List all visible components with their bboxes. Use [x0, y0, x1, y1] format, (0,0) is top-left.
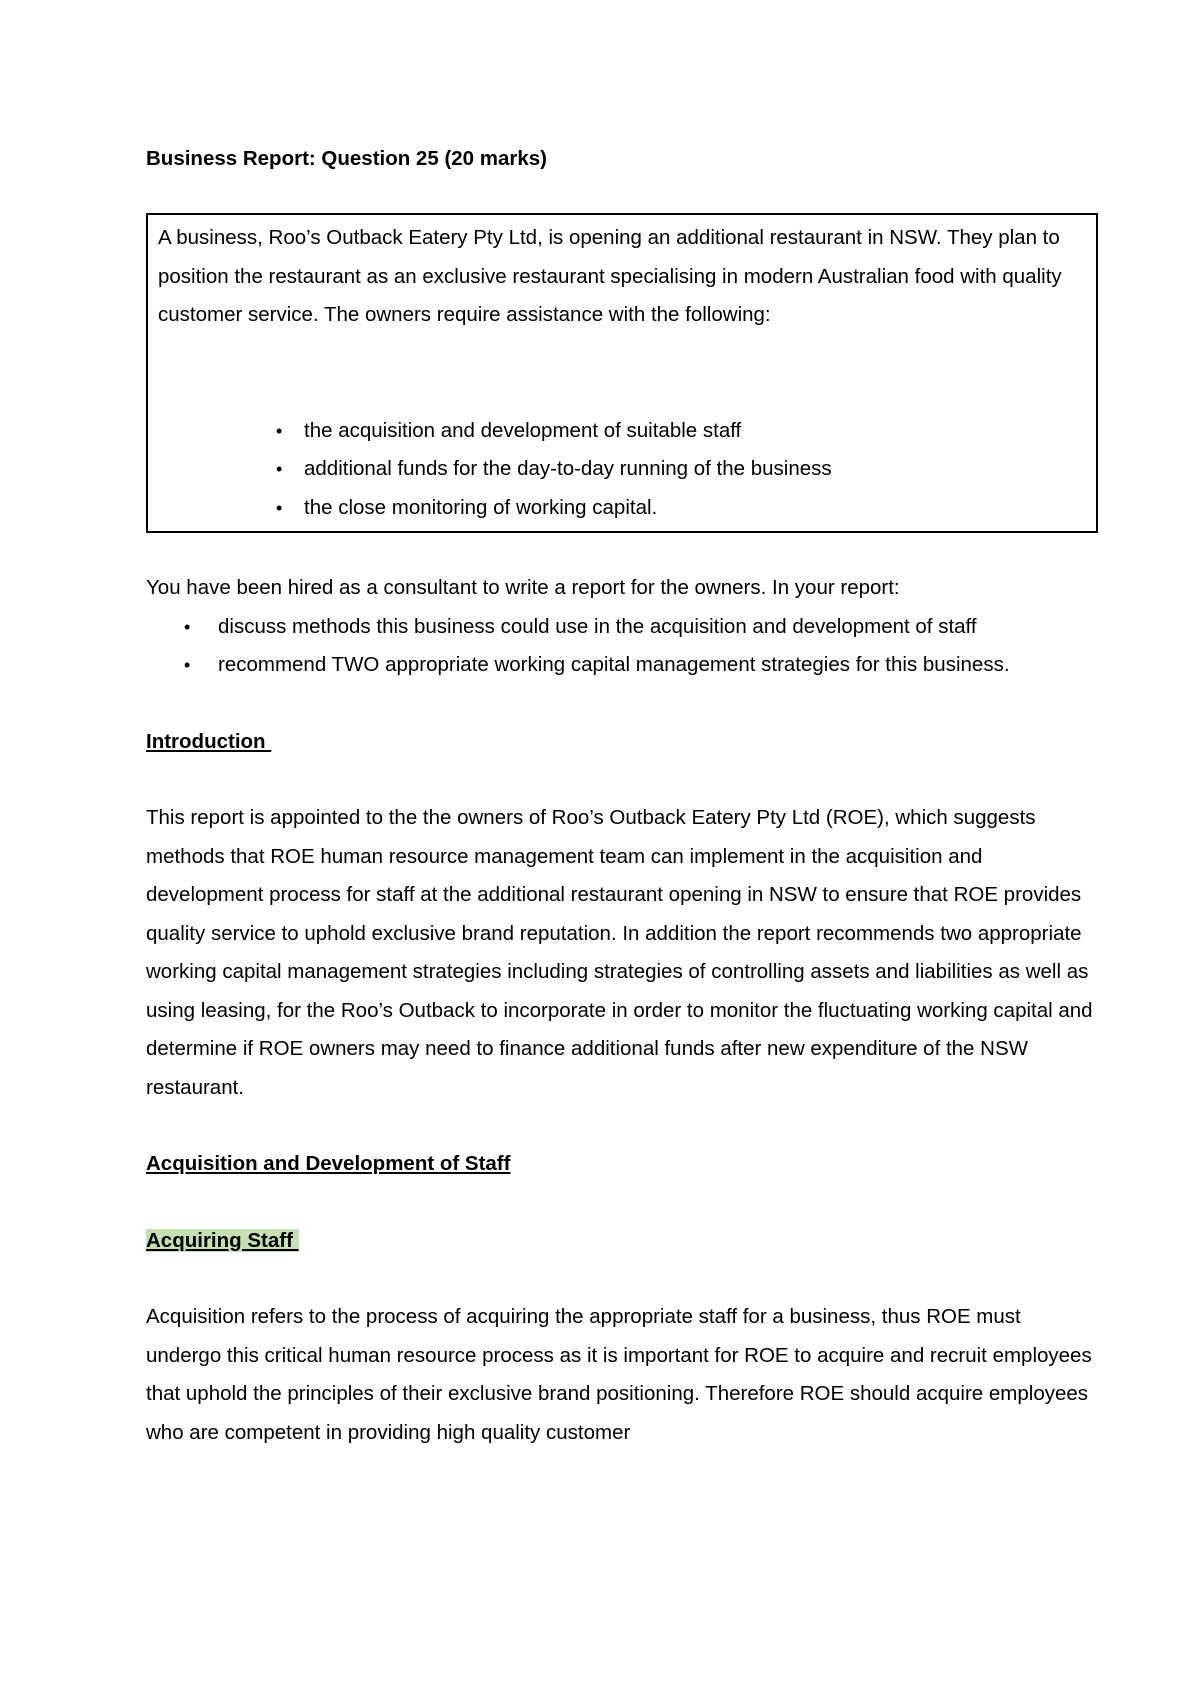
list-item: • the acquisition and development of suitable staff [158, 412, 1086, 451]
task-list [146, 608, 1100, 685]
acquisition-development-heading: Acquisition and Development of Staff [146, 1152, 511, 1175]
introduction-body: This report is appointed to the the owners of Roo’s Outback Eatery Pty Ltd (ROE), which suggests methods that ROE human resource management team can implement in the acquisition and development process for staff at the additional restaurant opening in NSW to ensure that ROE provides quality service to uphold exclusive brand reputation. In addition the report recommends two appropriate working capital management strategies including strategies of controlling assets and liabilities as well as using leasing, for the Roo’s Outback to incorporate in order to monitor the fluctuating working capital and determine if ROE owners may need to finance additional funds after new expenditure of the NSW restaurant. [146, 806, 1093, 1099]
list-item: • the close monitoring of working capital. [158, 489, 1086, 528]
question-intro: A business, Roo’s Outback Eatery Pty Ltd, is opening an additional restaurant in NSW. They plan to position the restaurant as an exclusive restaurant specialising in modern Australian food with quality customer service. The owners require assistance with the following: [158, 226, 1062, 326]
question-box [146, 213, 1098, 533]
bullet-icon: • [276, 459, 283, 479]
acquiring-staff-body: Acquisition refers to the process of acquiring the appropriate staff for a business, thus ROE must undergo this critical human resource process as it is important for ROE to acquire and recruit employees that uphold the principles of their exclusive brand positioning. Therefore ROE should acquire employees who are competent in providing high quality customer [146, 1305, 1092, 1444]
bullet-icon: • [276, 420, 283, 441]
acquiring-staff-heading: Acquiring Staff [146, 1228, 299, 1252]
report-title: Business Report: Question 25 (20 marks) [146, 147, 548, 170]
question-requirements-list [158, 412, 1086, 528]
list-item: • additional funds for the day-to-day running of the business [158, 450, 1086, 489]
task-intro: You have been hired as a consultant to write a report for the owners. In your report: [146, 576, 900, 599]
bullet-icon: • [184, 655, 191, 675]
introduction-heading: Introduction [146, 729, 272, 753]
box-spacer [158, 335, 1086, 412]
bullet-icon: • [184, 616, 191, 637]
document-page [146, 140, 1100, 1452]
list-item: • recommend TWO appropriate working capital management strategies for this business. [146, 646, 1100, 685]
list-item: • discuss methods this business could use in the acquisition and development of staff [146, 608, 1100, 647]
bullet-icon: • [276, 497, 283, 518]
